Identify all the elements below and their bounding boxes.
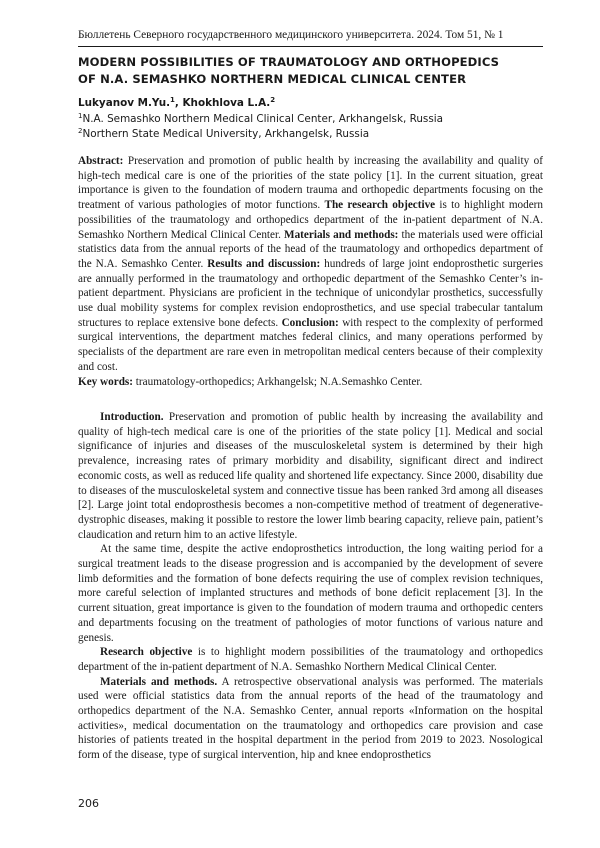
affiliation-1-text: N.A. Semashko Northern Medical Clinical Center, Arkhangelsk, Russia	[82, 112, 444, 125]
abstract-methods-label: Materials and methods:	[284, 228, 399, 241]
author-separator: ,	[174, 97, 183, 109]
abstract-text-1: Preservation and promotion of public health by increasing the availability and quality of high-tech medical care is one of the priorities of the state policy [1]. In the current situation, great importance is given to the foundation of modern trauma and orthopedic departments focusing on the treatment of various pathologies of motor functions.	[78, 155, 543, 212]
keywords-text: traumatology-orthopedics; Arkhangelsk; N.A.Semashko Center.	[133, 375, 423, 388]
abstract	[78, 154, 543, 389]
affiliation-2-mark: 2	[78, 127, 83, 135]
abstract-paragraph	[78, 154, 543, 375]
author-1: Lukyanov M.Yu.	[78, 97, 171, 109]
affiliation-1	[78, 112, 543, 128]
introduction-text: Preservation and promotion of public health by increasing the availability and quality of high-tech medical care is one of the priorities of the state policy [1]. Medical and social significance of injuries and diseases of the musculoskeletal system is determined by their high prevalence, increasing rates of primary morbidity and disability, significant direct and indirect economic costs, as well as reduced life quality and shortened life expectancy. Since 2000, disability due to diseases of the musculoskeletal system and connective tissue has been ranked 3rd among all diseases [2]. Large joint total endoprosthesis becomes a non-competitive method of treatment of degenerative-dystrophic diseases, making it possible to restore the lower limb bearing capacity, relieve pain, patient’s claudication and return him to an active lifestyle.	[78, 411, 543, 541]
authors-block	[78, 96, 543, 143]
abstract-label: Abstract:	[78, 155, 124, 167]
article-body	[78, 410, 543, 763]
author-2-affil-mark: 2	[270, 96, 276, 104]
affiliation-2	[78, 127, 543, 143]
body-paragraph-2: At the same time, despite the active endoprosthetics introduction, the long waiting period for a surgical treatment leads to the disease progression and is accompanied by the development of severe limb deformities and the formation of bone defects requiring the use of complex revision techniques, more careful selection of implanted structures and methods of bone deficit replacement [3]. In the current situation, great importance is given to the foundation of modern trauma and orthopedic centers and departments focusing on the treatment of pathologies of motor functions of various nature and genesis.	[78, 543, 543, 644]
affiliation-2-text: Northern State Medical University, Arkhangelsk, Russia	[82, 128, 370, 140]
header-rule	[78, 46, 543, 47]
author-2: Khokhlova L.A.	[182, 97, 271, 109]
abstract-results-label: Results and discussion:	[207, 257, 321, 270]
author-list	[78, 96, 543, 112]
introduction-paragraph	[78, 410, 543, 542]
methods-text: A retrospective observational analysis was performed. The materials used were official statistics data from the annual reports of the head of the traumatology and orthopedics department of the N.A. Semashko Center, annual reports «Information on the hospital activities», medical documentation on the traumatology and orthopedics care provision and case histories of patients treated in the hospital department in the period from 2019 to 2023. Nosological form of the disease, type of surgical intervention, hip and knee endoprosthetics	[78, 675, 543, 762]
abstract-conclusion-label: Conclusion:	[281, 316, 339, 329]
affiliation-1-mark: 1	[78, 111, 83, 120]
methods-label: Materials and methods.	[100, 675, 218, 688]
keywords-label: Key words:	[78, 375, 133, 388]
objective-paragraph	[78, 645, 543, 674]
abstract-text-3: the materials used were official statistics data from the annual reports of the head of the traumatology and orthopedics department of the N.A. Semashko Center.	[78, 228, 543, 270]
keywords	[78, 375, 543, 390]
abstract-objective-label: The research objective	[324, 199, 436, 212]
methods-paragraph	[78, 675, 543, 763]
abstract-text-4: hundreds of large joint endoprosthetic surgeries are annually performed in the traumatology and orthopedic department of the Semashko Center’s in-patient department. Physicians are proficient in the technique of unicondylar prosthetics, successfully use dual mobility systems for complex revision endoprosthetics, and use special trabecular tantalum structures to replace extensive bone defects.	[78, 257, 543, 329]
page-number: 206	[78, 797, 99, 810]
abstract-text-5: with respect to the complexity of performed surgical interventions, the department matches federal clinics, and many operations performed by specialists of the department are rare even in metropolitan medical centers because of their complexity and cost.	[78, 316, 543, 373]
author-1-affil-mark: 1	[170, 96, 175, 104]
running-header: Бюллетень Северного государственного медицинского университета. 2024. Том 51, № 1	[78, 29, 504, 41]
abstract-text-2: is to highlight modern possibilities of the traumatology and orthopedics department of the in-patient department of N.A. Semashko Northern Medical Clinical Center.	[78, 199, 543, 241]
article-title	[78, 54, 543, 88]
article-title-line-2: OF N.A. SEMASHKO NORTHERN MEDICAL CLINICAL CENTER	[78, 72, 467, 86]
objective-label: Research objective	[100, 646, 193, 659]
introduction-label: Introduction.	[100, 411, 164, 423]
article-title-line-1: MODERN POSSIBILITIES OF TRAUMATOLOGY AND ORTHOPEDICS	[78, 55, 500, 69]
objective-text: is to highlight modern possibilities of the traumatology and orthopedics department of the in-patient department of N.A. Semashko Northern Medical Clinical Center.	[78, 646, 543, 673]
